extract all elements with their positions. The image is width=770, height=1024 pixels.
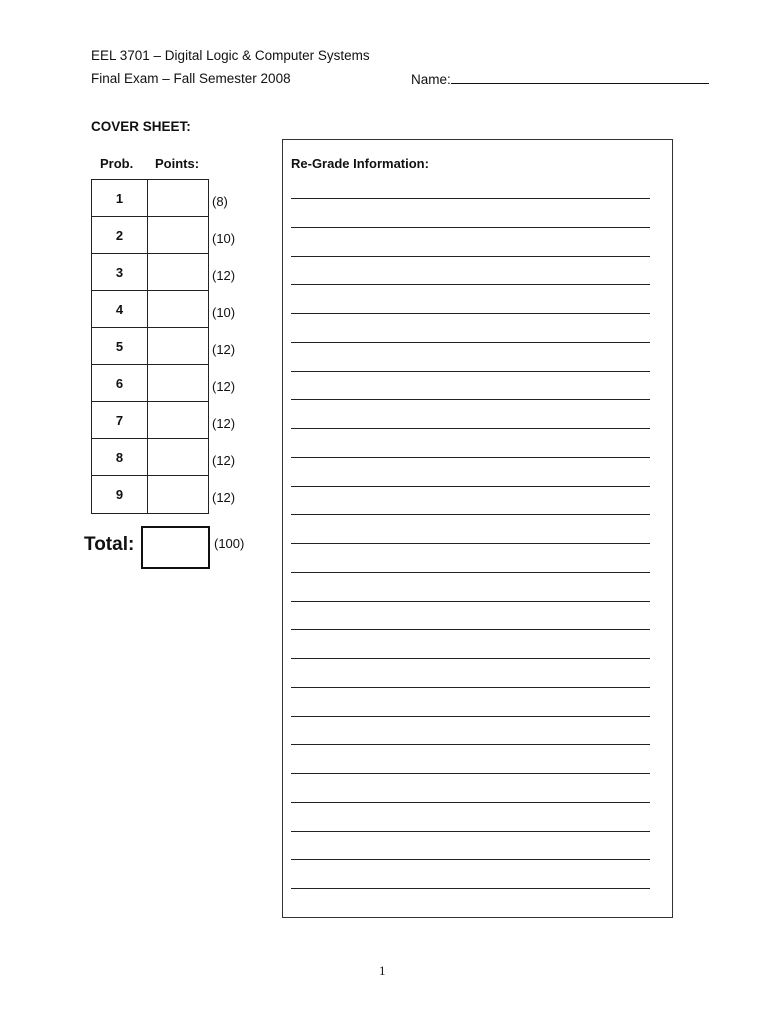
regrade-line[interactable] [291,198,650,199]
max-points: (12) [212,453,236,468]
points-entry-cell[interactable] [148,217,208,253]
regrade-line[interactable] [291,486,650,487]
regrade-line[interactable] [291,514,650,515]
points-entry-cell[interactable] [148,476,208,513]
regrade-line[interactable] [291,629,650,630]
regrade-line[interactable] [291,399,650,400]
regrade-line[interactable] [291,428,650,429]
regrade-line[interactable] [291,601,650,602]
regrade-line[interactable] [291,342,650,343]
course-title: EEL 3701 – Digital Logic & Computer Systems [91,48,370,63]
max-points: (10) [212,305,236,320]
regrade-line[interactable] [291,773,650,774]
points-entry-cell[interactable] [148,402,208,438]
regrade-title: Re-Grade Information: [291,156,429,171]
regrade-line[interactable] [291,831,650,832]
score-row [92,217,208,254]
name-field[interactable] [411,71,709,87]
total-score-box[interactable] [141,526,210,569]
score-row [92,328,208,365]
points-entry-cell[interactable] [148,180,208,216]
cover-sheet-title: COVER SHEET: [91,119,191,134]
total-max-points: (100) [214,536,245,551]
regrade-line[interactable] [291,687,650,688]
problem-number: 9 [92,476,148,513]
score-row [92,180,208,217]
max-points: (12) [212,490,236,505]
score-row [92,402,208,439]
points-entry-cell[interactable] [148,254,208,290]
regrade-line[interactable] [291,658,650,659]
score-row [92,476,208,513]
name-line[interactable] [451,71,709,84]
points-entry-cell[interactable] [148,291,208,327]
problem-number: 6 [92,365,148,401]
regrade-line[interactable] [291,802,650,803]
regrade-line[interactable] [291,457,650,458]
exam-title: Final Exam – Fall Semester 2008 [91,71,291,86]
regrade-line[interactable] [291,284,650,285]
max-points-column [212,179,252,512]
problem-number: 1 [92,180,148,216]
max-points: (10) [212,231,236,246]
points-entry-cell[interactable] [148,439,208,475]
page-number: 1 [379,963,386,978]
problem-number: 4 [92,291,148,327]
score-row [92,365,208,402]
prob-header: Prob. [100,156,134,171]
score-row [92,254,208,291]
points-header: Points: [155,156,200,171]
score-row [92,291,208,328]
problem-number: 3 [92,254,148,290]
regrade-line[interactable] [291,572,650,573]
name-label: Name: [411,72,451,87]
max-points: (12) [212,379,236,394]
regrade-line[interactable] [291,371,650,372]
total-label: Total: [84,534,135,555]
regrade-line[interactable] [291,313,650,314]
points-entry-cell[interactable] [148,365,208,401]
regrade-line[interactable] [291,716,650,717]
problem-number: 8 [92,439,148,475]
max-points: (12) [212,416,236,431]
max-points: (8) [212,194,228,209]
score-table [91,179,209,514]
max-points: (12) [212,342,236,357]
problem-number: 2 [92,217,148,253]
regrade-line[interactable] [291,859,650,860]
problem-number: 5 [92,328,148,364]
problem-number: 7 [92,402,148,438]
regrade-line[interactable] [291,256,650,257]
regrade-line[interactable] [291,543,650,544]
regrade-line[interactable] [291,227,650,228]
regrade-line[interactable] [291,744,650,745]
score-row [92,439,208,476]
regrade-line[interactable] [291,888,650,889]
max-points: (12) [212,268,236,283]
points-entry-cell[interactable] [148,328,208,364]
